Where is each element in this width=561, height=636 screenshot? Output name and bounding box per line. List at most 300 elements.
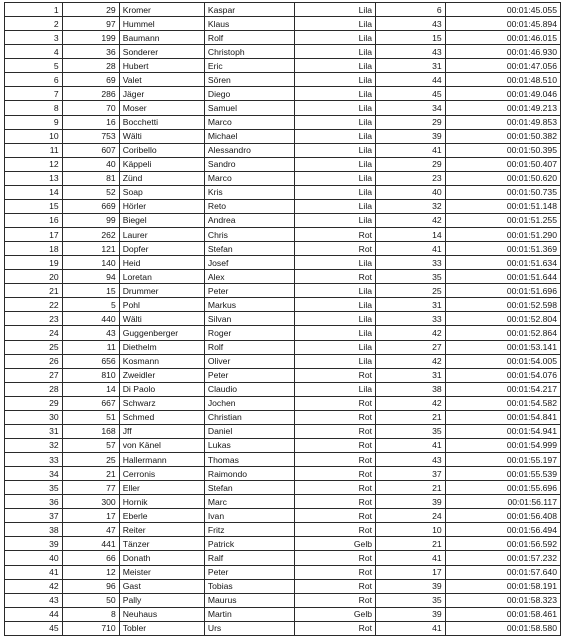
- laps-cell: 35: [376, 270, 446, 284]
- time-cell: 00:01:54.005: [445, 354, 560, 368]
- table-row: [5, 228, 561, 242]
- results-table-body: [5, 3, 561, 636]
- category-cell: Lila: [294, 199, 375, 213]
- first-name-cell: Reto: [204, 199, 294, 213]
- rank-cell: 43: [5, 593, 63, 607]
- time-cell: 00:01:54.582: [445, 396, 560, 410]
- last-name-cell: Zünd: [119, 171, 204, 185]
- time-cell: 00:01:53.141: [445, 340, 560, 354]
- first-name-cell: Peter: [204, 368, 294, 382]
- rank-cell: 7: [5, 87, 63, 101]
- table-row: [5, 565, 561, 579]
- time-cell: 00:01:55.539: [445, 467, 560, 481]
- first-name-cell: Daniel: [204, 424, 294, 438]
- first-name-cell: Tobias: [204, 579, 294, 593]
- category-cell: Rot: [294, 242, 375, 256]
- start-number-cell: 168: [62, 424, 119, 438]
- laps-cell: 39: [376, 579, 446, 593]
- start-number-cell: 121: [62, 242, 119, 256]
- laps-cell: 33: [376, 312, 446, 326]
- laps-cell: 43: [376, 45, 446, 59]
- rank-cell: 27: [5, 368, 63, 382]
- first-name-cell: Eric: [204, 59, 294, 73]
- time-cell: 00:01:51.634: [445, 256, 560, 270]
- first-name-cell: Markus: [204, 298, 294, 312]
- category-cell: Gelb: [294, 607, 375, 621]
- time-cell: 00:01:54.217: [445, 382, 560, 396]
- last-name-cell: Gast: [119, 579, 204, 593]
- time-cell: 00:01:56.494: [445, 523, 560, 537]
- table-row: [5, 551, 561, 565]
- last-name-cell: Dopfer: [119, 242, 204, 256]
- start-number-cell: 69: [62, 73, 119, 87]
- laps-cell: 29: [376, 115, 446, 129]
- time-cell: 00:01:51.290: [445, 228, 560, 242]
- rank-cell: 1: [5, 3, 63, 17]
- rank-cell: 25: [5, 340, 63, 354]
- last-name-cell: Soap: [119, 185, 204, 199]
- start-number-cell: 753: [62, 129, 119, 143]
- first-name-cell: Lukas: [204, 438, 294, 452]
- laps-cell: 21: [376, 410, 446, 424]
- last-name-cell: Meister: [119, 565, 204, 579]
- category-cell: Lila: [294, 59, 375, 73]
- rank-cell: 24: [5, 326, 63, 340]
- table-row: [5, 143, 561, 157]
- first-name-cell: Fritz: [204, 523, 294, 537]
- time-cell: 00:01:51.696: [445, 284, 560, 298]
- category-cell: Lila: [294, 157, 375, 171]
- last-name-cell: Donath: [119, 551, 204, 565]
- laps-cell: 39: [376, 129, 446, 143]
- category-cell: Lila: [294, 101, 375, 115]
- last-name-cell: Bocchetti: [119, 115, 204, 129]
- first-name-cell: Maurus: [204, 593, 294, 607]
- table-row: [5, 157, 561, 171]
- laps-cell: 32: [376, 199, 446, 213]
- rank-cell: 23: [5, 312, 63, 326]
- start-number-cell: 810: [62, 368, 119, 382]
- start-number-cell: 47: [62, 523, 119, 537]
- first-name-cell: Chris: [204, 228, 294, 242]
- laps-cell: 39: [376, 495, 446, 509]
- time-cell: 00:01:52.804: [445, 312, 560, 326]
- last-name-cell: Neuhaus: [119, 607, 204, 621]
- rank-cell: 2: [5, 17, 63, 31]
- table-row: [5, 284, 561, 298]
- rank-cell: 32: [5, 438, 63, 452]
- first-name-cell: Sandro: [204, 157, 294, 171]
- first-name-cell: Rolf: [204, 31, 294, 45]
- last-name-cell: Käppeli: [119, 157, 204, 171]
- laps-cell: 43: [376, 453, 446, 467]
- last-name-cell: Hallermann: [119, 453, 204, 467]
- first-name-cell: Alex: [204, 270, 294, 284]
- last-name-cell: Pally: [119, 593, 204, 607]
- first-name-cell: Michael: [204, 129, 294, 143]
- table-row: [5, 298, 561, 312]
- start-number-cell: 99: [62, 213, 119, 227]
- start-number-cell: 51: [62, 410, 119, 424]
- laps-cell: 21: [376, 481, 446, 495]
- start-number-cell: 97: [62, 17, 119, 31]
- first-name-cell: Roger: [204, 326, 294, 340]
- first-name-cell: Andrea: [204, 213, 294, 227]
- rank-cell: 22: [5, 298, 63, 312]
- laps-cell: 23: [376, 171, 446, 185]
- start-number-cell: 14: [62, 382, 119, 396]
- table-row: [5, 579, 561, 593]
- start-number-cell: 50: [62, 593, 119, 607]
- start-number-cell: 70: [62, 101, 119, 115]
- table-row: [5, 354, 561, 368]
- table-row: [5, 509, 561, 523]
- time-cell: 00:01:45.055: [445, 3, 560, 17]
- start-number-cell: 25: [62, 453, 119, 467]
- category-cell: Lila: [294, 354, 375, 368]
- time-cell: 00:01:55.197: [445, 453, 560, 467]
- last-name-cell: Tänzer: [119, 537, 204, 551]
- laps-cell: 42: [376, 326, 446, 340]
- rank-cell: 6: [5, 73, 63, 87]
- start-number-cell: 52: [62, 185, 119, 199]
- category-cell: Rot: [294, 368, 375, 382]
- table-row: [5, 17, 561, 31]
- rank-cell: 39: [5, 537, 63, 551]
- category-cell: Lila: [294, 298, 375, 312]
- start-number-cell: 440: [62, 312, 119, 326]
- last-name-cell: Hornik: [119, 495, 204, 509]
- rank-cell: 4: [5, 45, 63, 59]
- first-name-cell: Klaus: [204, 17, 294, 31]
- start-number-cell: 441: [62, 537, 119, 551]
- table-row: [5, 256, 561, 270]
- last-name-cell: Tobler: [119, 621, 204, 635]
- start-number-cell: 66: [62, 551, 119, 565]
- time-cell: 00:01:58.191: [445, 579, 560, 593]
- laps-cell: 27: [376, 340, 446, 354]
- last-name-cell: Zweidler: [119, 368, 204, 382]
- laps-cell: 34: [376, 101, 446, 115]
- first-name-cell: Marco: [204, 115, 294, 129]
- time-cell: 00:01:49.046: [445, 87, 560, 101]
- time-cell: 00:01:50.620: [445, 171, 560, 185]
- time-cell: 00:01:50.735: [445, 185, 560, 199]
- table-row: [5, 270, 561, 284]
- time-cell: 00:01:56.117: [445, 495, 560, 509]
- last-name-cell: Jäger: [119, 87, 204, 101]
- results-table: [4, 2, 561, 636]
- time-cell: 00:01:52.598: [445, 298, 560, 312]
- table-row: [5, 242, 561, 256]
- category-cell: Rot: [294, 593, 375, 607]
- table-row: [5, 59, 561, 73]
- start-number-cell: 57: [62, 438, 119, 452]
- laps-cell: 40: [376, 185, 446, 199]
- start-number-cell: 199: [62, 31, 119, 45]
- last-name-cell: Wälti: [119, 129, 204, 143]
- laps-cell: 29: [376, 157, 446, 171]
- table-row: [5, 185, 561, 199]
- rank-cell: 19: [5, 256, 63, 270]
- category-cell: Lila: [294, 143, 375, 157]
- category-cell: Lila: [294, 326, 375, 340]
- last-name-cell: Schmed: [119, 410, 204, 424]
- laps-cell: 38: [376, 382, 446, 396]
- start-number-cell: 140: [62, 256, 119, 270]
- time-cell: 00:01:49.213: [445, 101, 560, 115]
- rank-cell: 21: [5, 284, 63, 298]
- category-cell: Rot: [294, 396, 375, 410]
- category-cell: Rot: [294, 523, 375, 537]
- category-cell: Rot: [294, 424, 375, 438]
- laps-cell: 6: [376, 3, 446, 17]
- time-cell: 00:01:51.369: [445, 242, 560, 256]
- category-cell: Lila: [294, 171, 375, 185]
- rank-cell: 3: [5, 31, 63, 45]
- rank-cell: 15: [5, 199, 63, 213]
- first-name-cell: Ralf: [204, 551, 294, 565]
- last-name-cell: Hummel: [119, 17, 204, 31]
- time-cell: 00:01:54.841: [445, 410, 560, 424]
- laps-cell: 25: [376, 284, 446, 298]
- table-row: [5, 45, 561, 59]
- category-cell: Rot: [294, 551, 375, 565]
- first-name-cell: Sören: [204, 73, 294, 87]
- category-cell: Rot: [294, 481, 375, 495]
- rank-cell: 8: [5, 101, 63, 115]
- start-number-cell: 15: [62, 284, 119, 298]
- last-name-cell: Eberle: [119, 509, 204, 523]
- category-cell: Lila: [294, 45, 375, 59]
- last-name-cell: Guggenberger: [119, 326, 204, 340]
- category-cell: Rot: [294, 438, 375, 452]
- time-cell: 00:01:46.930: [445, 45, 560, 59]
- table-row: [5, 424, 561, 438]
- time-cell: 00:01:54.076: [445, 368, 560, 382]
- time-cell: 00:01:58.323: [445, 593, 560, 607]
- rank-cell: 41: [5, 565, 63, 579]
- table-row: [5, 523, 561, 537]
- time-cell: 00:01:55.696: [445, 481, 560, 495]
- rank-cell: 42: [5, 579, 63, 593]
- category-cell: Rot: [294, 621, 375, 635]
- last-name-cell: Kromer: [119, 3, 204, 17]
- time-cell: 00:01:51.255: [445, 213, 560, 227]
- time-cell: 00:01:51.148: [445, 199, 560, 213]
- table-row: [5, 438, 561, 452]
- first-name-cell: Samuel: [204, 101, 294, 115]
- table-row: [5, 129, 561, 143]
- laps-cell: 42: [376, 354, 446, 368]
- table-row: [5, 87, 561, 101]
- table-row: [5, 340, 561, 354]
- laps-cell: 10: [376, 523, 446, 537]
- laps-cell: 15: [376, 31, 446, 45]
- category-cell: Lila: [294, 129, 375, 143]
- table-row: [5, 593, 561, 607]
- category-cell: Rot: [294, 579, 375, 593]
- first-name-cell: Urs: [204, 621, 294, 635]
- first-name-cell: Thomas: [204, 453, 294, 467]
- start-number-cell: 16: [62, 115, 119, 129]
- first-name-cell: Josef: [204, 256, 294, 270]
- category-cell: Rot: [294, 228, 375, 242]
- first-name-cell: Marco: [204, 171, 294, 185]
- start-number-cell: 669: [62, 199, 119, 213]
- table-row: [5, 495, 561, 509]
- time-cell: 00:01:57.640: [445, 565, 560, 579]
- first-name-cell: Oliver: [204, 354, 294, 368]
- rank-cell: 35: [5, 481, 63, 495]
- first-name-cell: Marc: [204, 495, 294, 509]
- rank-cell: 38: [5, 523, 63, 537]
- rank-cell: 30: [5, 410, 63, 424]
- first-name-cell: Christian: [204, 410, 294, 424]
- table-row: [5, 312, 561, 326]
- category-cell: Lila: [294, 382, 375, 396]
- table-row: [5, 368, 561, 382]
- category-cell: Lila: [294, 73, 375, 87]
- laps-cell: 41: [376, 438, 446, 452]
- table-row: [5, 171, 561, 185]
- last-name-cell: Drummer: [119, 284, 204, 298]
- category-cell: Lila: [294, 87, 375, 101]
- category-cell: Lila: [294, 340, 375, 354]
- start-number-cell: 286: [62, 87, 119, 101]
- first-name-cell: Claudio: [204, 382, 294, 396]
- table-row: [5, 453, 561, 467]
- time-cell: 00:01:50.395: [445, 143, 560, 157]
- first-name-cell: Ivan: [204, 509, 294, 523]
- time-cell: 00:01:50.407: [445, 157, 560, 171]
- category-cell: Gelb: [294, 537, 375, 551]
- time-cell: 00:01:46.015: [445, 31, 560, 45]
- last-name-cell: Di Paolo: [119, 382, 204, 396]
- time-cell: 00:01:45.894: [445, 17, 560, 31]
- table-row: [5, 199, 561, 213]
- table-row: [5, 115, 561, 129]
- first-name-cell: Patrick: [204, 537, 294, 551]
- category-cell: Lila: [294, 31, 375, 45]
- first-name-cell: Stefan: [204, 481, 294, 495]
- laps-cell: 35: [376, 424, 446, 438]
- start-number-cell: 262: [62, 228, 119, 242]
- first-name-cell: Kaspar: [204, 3, 294, 17]
- first-name-cell: Diego: [204, 87, 294, 101]
- rank-cell: 37: [5, 509, 63, 523]
- start-number-cell: 36: [62, 45, 119, 59]
- rank-cell: 11: [5, 143, 63, 157]
- laps-cell: 14: [376, 228, 446, 242]
- table-row: [5, 326, 561, 340]
- rank-cell: 45: [5, 621, 63, 635]
- table-row: [5, 467, 561, 481]
- category-cell: Lila: [294, 17, 375, 31]
- start-number-cell: 77: [62, 481, 119, 495]
- last-name-cell: Reiter: [119, 523, 204, 537]
- start-number-cell: 8: [62, 607, 119, 621]
- table-row: [5, 607, 561, 621]
- category-cell: Lila: [294, 256, 375, 270]
- category-cell: Rot: [294, 509, 375, 523]
- category-cell: Lila: [294, 213, 375, 227]
- time-cell: 00:01:49.853: [445, 115, 560, 129]
- laps-cell: 44: [376, 73, 446, 87]
- first-name-cell: Alessandro: [204, 143, 294, 157]
- laps-cell: 17: [376, 565, 446, 579]
- last-name-cell: Cerronis: [119, 467, 204, 481]
- start-number-cell: 656: [62, 354, 119, 368]
- rank-cell: 17: [5, 228, 63, 242]
- last-name-cell: Kosmann: [119, 354, 204, 368]
- start-number-cell: 300: [62, 495, 119, 509]
- table-row: [5, 73, 561, 87]
- start-number-cell: 28: [62, 59, 119, 73]
- laps-cell: 41: [376, 242, 446, 256]
- table-row: [5, 621, 561, 635]
- rank-cell: 28: [5, 382, 63, 396]
- rank-cell: 29: [5, 396, 63, 410]
- last-name-cell: Heid: [119, 256, 204, 270]
- start-number-cell: 17: [62, 509, 119, 523]
- start-number-cell: 5: [62, 298, 119, 312]
- rank-cell: 20: [5, 270, 63, 284]
- first-name-cell: Jochen: [204, 396, 294, 410]
- last-name-cell: Eller: [119, 481, 204, 495]
- last-name-cell: Laurer: [119, 228, 204, 242]
- last-name-cell: Sonderer: [119, 45, 204, 59]
- rank-cell: 10: [5, 129, 63, 143]
- category-cell: Rot: [294, 495, 375, 509]
- time-cell: 00:01:56.592: [445, 537, 560, 551]
- start-number-cell: 11: [62, 340, 119, 354]
- rank-cell: 40: [5, 551, 63, 565]
- laps-cell: 43: [376, 17, 446, 31]
- category-cell: Lila: [294, 312, 375, 326]
- laps-cell: 41: [376, 551, 446, 565]
- last-name-cell: Baumann: [119, 31, 204, 45]
- laps-cell: 31: [376, 298, 446, 312]
- time-cell: 00:01:54.999: [445, 438, 560, 452]
- last-name-cell: Wälti: [119, 312, 204, 326]
- start-number-cell: 43: [62, 326, 119, 340]
- category-cell: Lila: [294, 284, 375, 298]
- time-cell: 00:01:51.644: [445, 270, 560, 284]
- time-cell: 00:01:57.232: [445, 551, 560, 565]
- first-name-cell: Silvan: [204, 312, 294, 326]
- table-row: [5, 3, 561, 17]
- time-cell: 00:01:54.941: [445, 424, 560, 438]
- rank-cell: 18: [5, 242, 63, 256]
- first-name-cell: Peter: [204, 565, 294, 579]
- rank-cell: 36: [5, 495, 63, 509]
- category-cell: Lila: [294, 3, 375, 17]
- rank-cell: 31: [5, 424, 63, 438]
- first-name-cell: Raimondo: [204, 467, 294, 481]
- rank-cell: 16: [5, 213, 63, 227]
- laps-cell: 33: [376, 256, 446, 270]
- first-name-cell: Rolf: [204, 340, 294, 354]
- time-cell: 00:01:50.382: [445, 129, 560, 143]
- last-name-cell: Jff: [119, 424, 204, 438]
- start-number-cell: 94: [62, 270, 119, 284]
- first-name-cell: Kris: [204, 185, 294, 199]
- table-row: [5, 410, 561, 424]
- time-cell: 00:01:52.864: [445, 326, 560, 340]
- time-cell: 00:01:47.056: [445, 59, 560, 73]
- rank-cell: 13: [5, 171, 63, 185]
